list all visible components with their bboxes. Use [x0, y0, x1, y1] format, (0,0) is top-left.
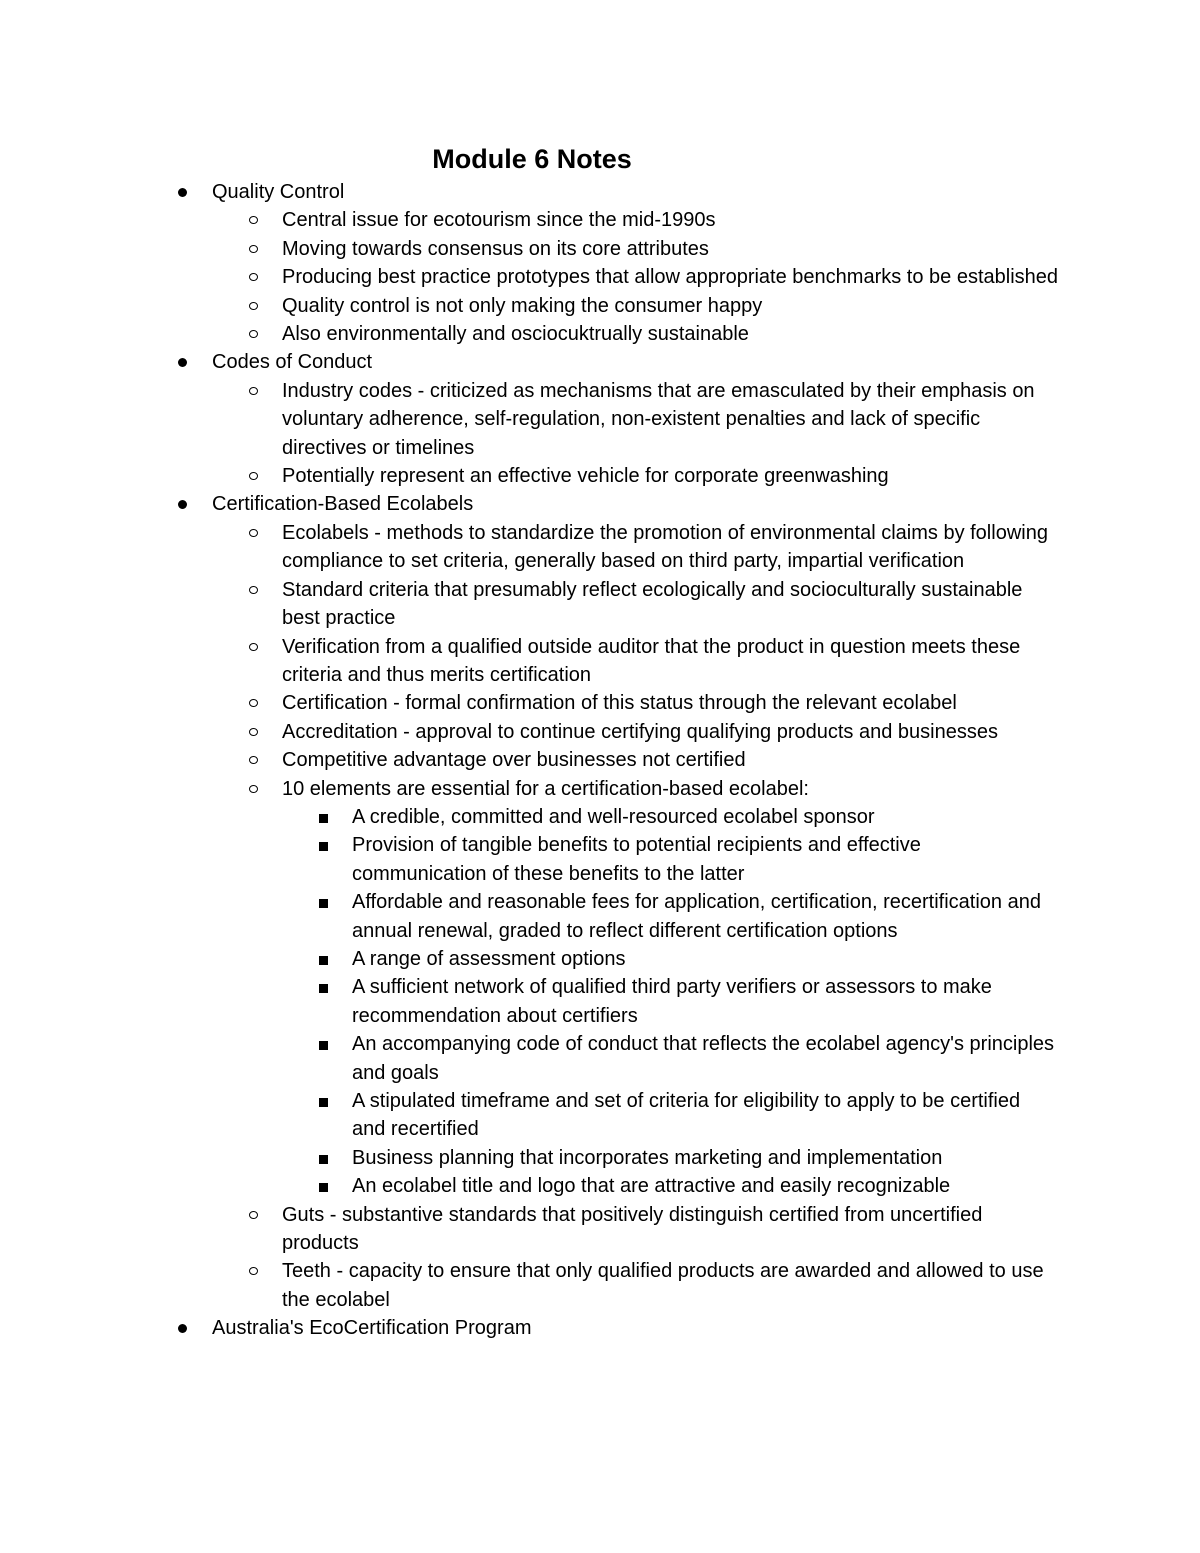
hollow-circle-bullet-icon — [249, 728, 258, 736]
list-item — [0, 775, 1058, 803]
list-item — [0, 178, 1058, 206]
hollow-circle-bullet-icon — [249, 273, 258, 281]
hollow-circle-bullet-icon — [249, 785, 258, 793]
list-item-text: Producing best practice prototypes that allow appropriate benchmarks to be established — [282, 266, 1059, 289]
list-item-text: Potentially represent an effective vehicle for corporate greenwashing — [282, 465, 889, 488]
hollow-circle-bullet-icon — [249, 643, 258, 651]
list-item — [0, 633, 1058, 690]
list-item — [0, 263, 1058, 291]
hollow-circle-bullet-icon — [249, 699, 258, 707]
filled-circle-bullet-icon — [178, 500, 187, 509]
list-item — [0, 377, 1058, 462]
list-item-text: Industry codes - criticized as mechanisms that are emasculated by their emphasis on voluntary adherence, self-regulation, non-existent penalties and lack of specific directives or timelines — [282, 379, 1035, 459]
list-item-text: Guts - substantive standards that positively distinguish certified from uncertified products — [282, 1203, 983, 1255]
filled-square-bullet-icon — [319, 842, 328, 851]
list-item-text: Ecolabels - methods to standardize the promotion of environmental claims by following compliance to set criteria, generally based on third party, impartial verification — [282, 521, 1048, 573]
hollow-circle-bullet-icon — [249, 387, 258, 395]
notes-list — [0, 178, 1200, 1343]
list-item-text: Quality Control — [212, 181, 345, 203]
list-item — [0, 235, 1058, 263]
list-item-text: Central issue for ecotourism since the mid-1990s — [282, 209, 716, 232]
hollow-circle-bullet-icon — [249, 330, 258, 338]
filled-circle-bullet-icon — [178, 358, 187, 367]
list-item — [0, 1087, 1058, 1144]
list-item-text: An accompanying code of conduct that reflects the ecolabel agency's principles and goals — [352, 1033, 1055, 1084]
list-item-text: Australia's EcoCertification Program — [212, 1317, 532, 1340]
list-item — [0, 206, 1058, 234]
list-item-text: Codes of Conduct — [212, 351, 373, 374]
list-item-text: A credible, committed and well-resourced ecolabel sponsor — [352, 805, 875, 828]
filled-square-bullet-icon — [319, 899, 328, 908]
list-item-text: Certification-Based Ecolabels — [212, 493, 474, 516]
list-item-text: Accreditation - approval to continue certifying qualifying products and businesses — [282, 720, 998, 743]
list-item-text: Verification from a qualified outside auditor that the product in question meets these criteria and thus merits certification — [282, 635, 1021, 686]
list-item-text: Standard criteria that presumably reflect ecologically and socioculturally sustainable best practice — [282, 578, 1023, 630]
list-item-text: A sufficient network of qualified third party verifiers or assessors to make recommendation about certifiers — [352, 976, 992, 1027]
list-item-text: Also environmentally and osciocuktrually sustainable — [282, 323, 749, 346]
list-item — [0, 1257, 1058, 1314]
list-item-text: Affordable and reasonable fees for application, certification, recertification and annual renewal, graded to reflect different certification options — [352, 891, 1041, 942]
list-item — [0, 348, 1058, 376]
list-item — [0, 718, 1058, 746]
list-item — [0, 576, 1058, 633]
list-item-text: A stipulated timeframe and set of criteria for eligibility to apply to be certified and recertified — [352, 1090, 1021, 1141]
list-item-text: An ecolabel title and logo that are attractive and easily recognizable — [352, 1175, 951, 1198]
filled-square-bullet-icon — [319, 1183, 328, 1192]
list-item — [0, 1172, 1058, 1200]
hollow-circle-bullet-icon — [249, 1267, 258, 1275]
list-item — [0, 888, 1058, 945]
list-item-text: A range of assessment options — [352, 947, 626, 970]
list-item — [0, 462, 1058, 490]
list-item-text: Provision of tangible benefits to potential recipients and effective communication of these benefits to the latter — [352, 834, 921, 885]
filled-square-bullet-icon — [319, 1155, 328, 1164]
filled-square-bullet-icon — [319, 1098, 328, 1107]
hollow-circle-bullet-icon — [249, 245, 258, 253]
list-item-text: Business planning that incorporates marketing and implementation — [352, 1146, 943, 1169]
filled-square-bullet-icon — [319, 984, 328, 993]
list-item — [0, 490, 1058, 518]
list-item — [0, 1144, 1058, 1172]
list-item — [0, 320, 1058, 348]
list-item-text: Quality control is not only making the consumer happy — [282, 294, 763, 317]
filled-circle-bullet-icon — [178, 1324, 187, 1333]
hollow-circle-bullet-icon — [249, 529, 258, 537]
filled-square-bullet-icon — [319, 1041, 328, 1050]
filled-circle-bullet-icon — [178, 188, 187, 197]
list-item — [0, 945, 1058, 973]
list-item — [0, 1030, 1058, 1087]
list-item-text: 10 elements are essential for a certification-based ecolabel: — [282, 777, 809, 800]
list-item-text: Teeth - capacity to ensure that only qualified products are awarded and allowed to use the ecolabel — [282, 1260, 1044, 1311]
list-item — [0, 1201, 1058, 1258]
hollow-circle-bullet-icon — [249, 1211, 258, 1219]
page-title: Module 6 Notes — [432, 144, 632, 174]
list-item — [0, 803, 1058, 831]
hollow-circle-bullet-icon — [249, 586, 258, 594]
list-item — [0, 746, 1058, 774]
list-item — [0, 292, 1058, 320]
hollow-circle-bullet-icon — [249, 472, 258, 480]
hollow-circle-bullet-icon — [249, 216, 258, 224]
hollow-circle-bullet-icon — [249, 302, 258, 310]
list-item — [0, 831, 1058, 888]
list-item — [0, 973, 1058, 1030]
list-item — [0, 1314, 1058, 1342]
list-item — [0, 689, 1058, 717]
list-item-text: Competitive advantage over businesses not certified — [282, 749, 746, 772]
filled-square-bullet-icon — [319, 814, 328, 823]
list-item-text: Certification - formal confirmation of this status through the relevant ecolabel — [282, 692, 957, 715]
hollow-circle-bullet-icon — [249, 756, 258, 764]
filled-square-bullet-icon — [319, 956, 328, 965]
list-item — [0, 519, 1058, 576]
list-item-text: Moving towards consensus on its core attributes — [282, 237, 709, 260]
